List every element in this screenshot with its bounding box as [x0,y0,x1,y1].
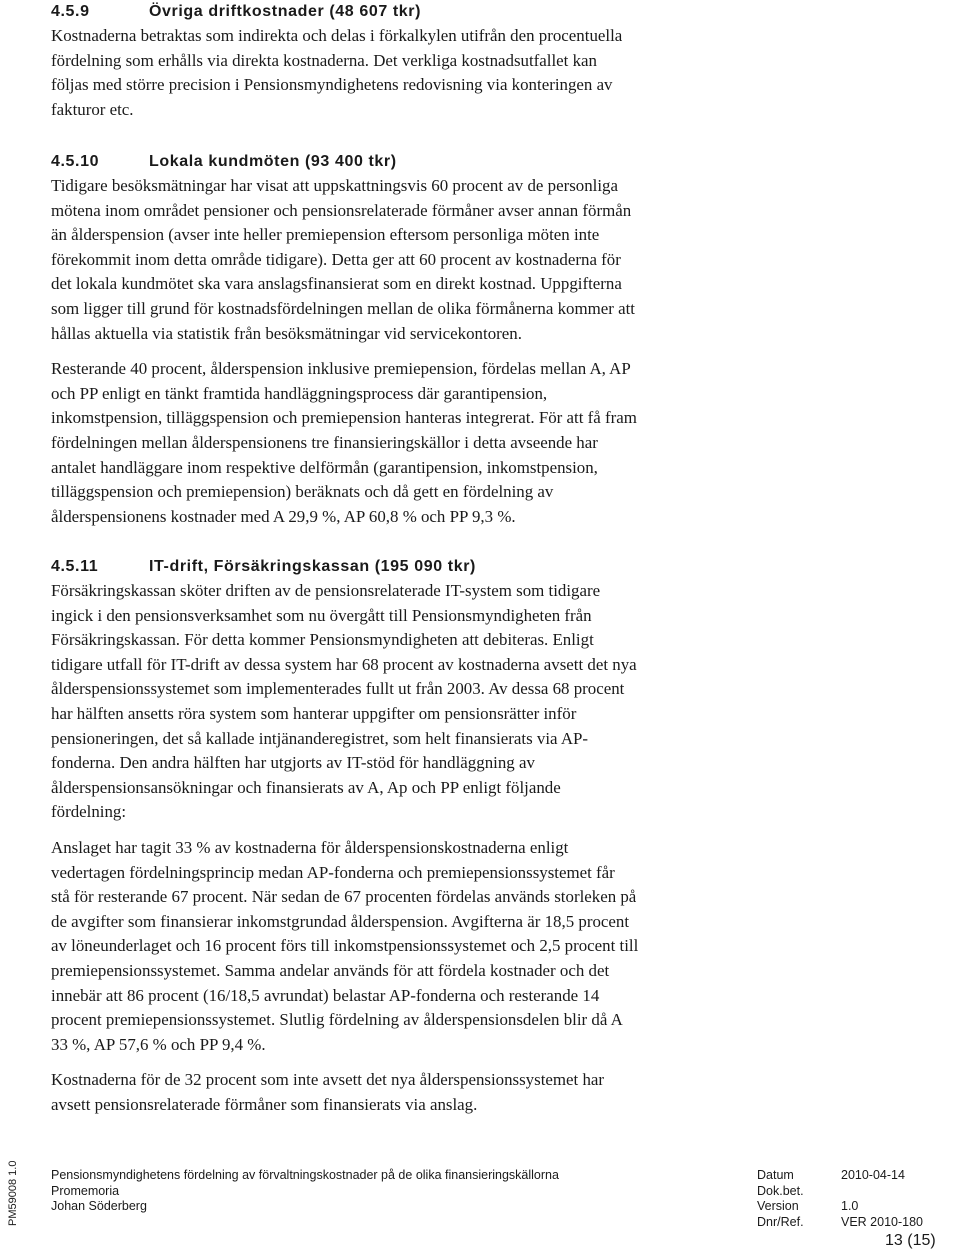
footer-value-docref [841,1183,941,1199]
text-line: tidigare utfall för IT-drift av dessa system har 68 procent av kostnaderna avsett det nya [51,654,637,674]
paragraph [51,357,637,529]
footer-value-date: 2010-04-14 [841,1168,905,1182]
text-line: Kostnaderna för de 32 procent som inte avsett det nya ålderspensionssystemet har [51,1070,605,1090]
text-line: fördelning: [51,802,127,822]
text-line: än ålderspension (avser inte heller premiepension eftersom personliga möten inte [51,225,600,245]
text-line: Tidigare besöksmätningar har visat att uppskattningsvis 60 procent av de personliga [51,176,618,195]
footer-labels [757,1167,847,1229]
footer-doc-type: Promemoria [51,1183,120,1198]
text-line: ålderspensionens kostnader med A 29,9 %, AP 60,8 % och PP 9,3 %. [51,506,516,526]
section-title: Övriga driftkostnader (48 607 tkr) [149,3,422,20]
text-line: och PP enligt en tänkt framtida handläggningsprocess där garantipension, [51,383,548,403]
section-title: Lokala kundmöten (93 400 tkr) [149,153,397,170]
section-heading [51,150,637,174]
text-line: följas med större precision i Pensionsmyndighetens redovisning via konteringen av [51,75,613,95]
text-line: ålderspensionsansökningar och finansierats av A, Ap och PP enligt följande [51,777,561,797]
text-line: Resterande 40 procent, ålderspension inklusive premiepension, fördelas mellan A, AP [51,359,631,379]
text-line: som ligger till grund för kostnadsfördelningen mellan de olika förmånerna kommer att [51,298,635,318]
section-number: 4.5.9 [51,3,90,20]
paragraph [51,579,638,825]
text-line: ingick i den pensionsverksamhet som nu övergått till Pensionsmyndigheten från [51,605,592,625]
paragraph [51,24,622,122]
text-line: fördelning som erhålls via direkta kostnaderna. Det verkliga kostnadsutfallet kan [51,50,597,70]
footer-values [841,1167,941,1229]
section-4-5-10 [51,150,637,529]
text-line: de avgifter som finansierar inkomstgrundad ålderspension. Avgifterna är 18,5 procent [51,911,630,931]
text-line: tilläggspension och premiepension) beräknats och då gett en fördelning av [51,482,554,502]
footer-value-dnr: VER 2010-180 [841,1214,924,1229]
text-line: av löneunderlaget och 16 procent förs till inkomstpensionssystemet och 2,5 procent till [51,936,639,956]
paragraph [51,1068,638,1117]
text-line: pensioneringen, det så kallade intjänanderegistret, som helt finansierats via AP- [51,728,589,748]
footer-doc-title: Pensionsmyndighetens fördelning av förvaltningskostnader på de olika finansieringskällorna [51,1168,559,1182]
text-line: avsett pensionsrelaterade förmåner som finansierats via anslag. [51,1094,478,1114]
text-line: Försäkringskassan. För detta kommer Pensionsmyndigheten att debiteras. Enligt [51,630,594,650]
section-number: 4.5.10 [51,153,100,170]
page-number: 13 (15) [885,1232,936,1249]
text-line: ålderspensionssystemet som implementerades fullt ut från 2003. Av dessa 68 procent [51,679,625,699]
text-line: vedertagen fördelningsprincip medan AP-fonderna och premiepensionssystemet får [51,862,615,882]
text-line: stå för resterande 67 procent. När sedan de 67 procenten fördelas används storleken på [51,887,637,907]
paragraph [51,836,638,1057]
text-line: fakturor etc. [51,99,134,119]
paragraph [51,174,637,346]
text-line: mötena inom området pensioner och pensionsrelaterade förmåner avser annan förmån [51,200,632,220]
text-line: fördelningen mellan ålderspensionens tre finansieringskällor i detta avseende har [51,432,598,452]
text-line: har hälften ansetts röra system som hanterar uppgifter om pensionsrätter inför [51,703,577,723]
footer-label-docref: Dok.bet. [757,1183,804,1198]
text-line: det lokala kundmötet ska vara anslagsfinansierat som en direkt kostnad. Uppgifterna [51,274,622,294]
text-line: fonderna. Den andra hälften har utgjorts av IT-stöd för handläggning av [51,753,535,773]
text-line: inkomstpension, tilläggspension och premiepension hanteras integrerat. För att få fram [51,408,637,428]
section-4-5-9 [51,0,622,122]
text-line: innebär att 86 procent (16/18,5 avrundat) belastar AP-fonderna och resterande 14 [51,985,600,1005]
section-heading [51,555,638,579]
section-4-5-11 [51,555,638,1117]
section-heading [51,0,622,24]
footer-label-dnr: Dnr/Ref. [757,1214,804,1229]
text-line: förekommit inom detta område tidigare). Detta ger att 60 procent av kostnaderna för [51,249,621,269]
footer-label-version: Version [757,1199,799,1213]
footer-document-info [51,1167,741,1214]
footer-author: Johan Söderberg [51,1199,147,1213]
text-line: premiepensionssystemet. Samma andelar används för att fördela kostnader och det [51,960,610,980]
text-line: procent premiepensionssystemet. Slutlig fördelning av ålderspensionsdelen blir då A [51,1010,623,1030]
text-line: antalet handläggare inom respektive delförmån (garantipension, inkomstpension, [51,457,598,477]
form-code: PM59008 1.0 [7,1160,19,1226]
text-line: 33 %, AP 57,6 % och PP 9,4 %. [51,1034,266,1054]
section-title: IT-drift, Försäkringskassan (195 090 tkr) [149,558,476,575]
section-number: 4.5.11 [51,558,99,575]
footer-label-date: Datum [757,1168,794,1182]
text-line: Försäkringskassan sköter driften av de pensionsrelaterade IT-system som tidigare [51,581,601,600]
footer-value-version: 1.0 [841,1199,859,1213]
text-line: hållas aktuella via statistik från besöksmätningar vid servicekontoren. [51,323,522,343]
text-line: Anslaget har tagit 33 % av kostnaderna för ålderspensionskostnaderna enligt [51,837,569,857]
text-line: Kostnaderna betraktas som indirekta och delas i förkalkylen utifrån den procentuella [51,26,623,45]
